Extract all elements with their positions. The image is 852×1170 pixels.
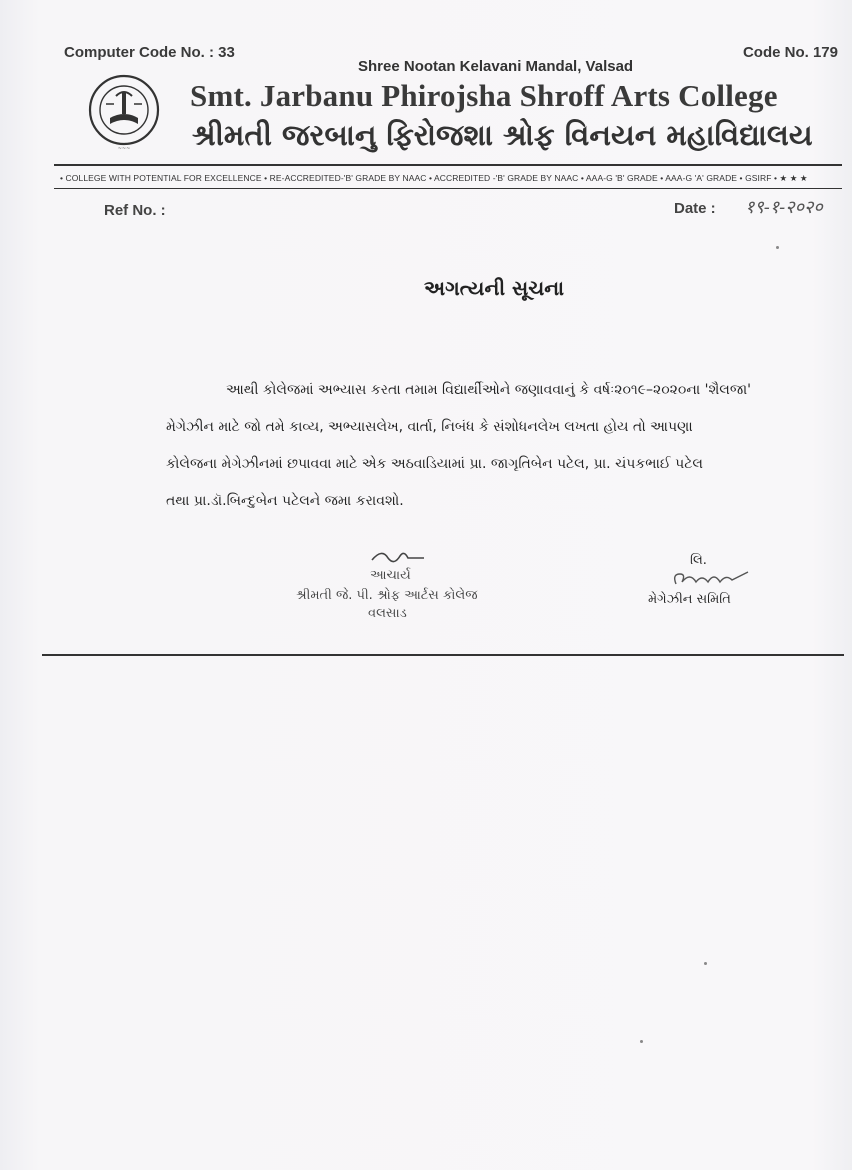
notice-line: તથા પ્રા.ડૉ.બિન્દુબેન પટેલને જમા કરાવશો. bbox=[166, 493, 404, 509]
principal-signature bbox=[368, 546, 428, 568]
notice-heading: અગત્યની સૂચના bbox=[424, 276, 565, 300]
college-name-stamp: શ્રીમતી જે. પી. શ્રોફ આર્ટસ કોલેજ bbox=[296, 588, 478, 603]
magazine-committee: મેગેઝીન સમિતિ bbox=[648, 592, 731, 607]
notice-line: આથી કોલેજમાં અભ્યાસ કરતા તમામ વિદ્યાર્થીઓને જણાવવાનું કે વર્ષઃ૨૦૧૯–૨૦૨૦ના 'શૈલજા' bbox=[226, 382, 752, 398]
date-label: Date : bbox=[674, 200, 716, 217]
college-seal-logo bbox=[88, 74, 160, 154]
college-name-gujarati: શ્રીમતી જરબાનુ ફિરોજશા શ્રોફ વિનયન મહાવિદ્યાલય bbox=[192, 118, 813, 152]
notice-line: મેગેઝીન માટે જો તમે કાવ્ય, અભ્યાસલેખ, વાર્તા, નિબંધ કે સંશોધનલેખ લખતા હોય તો આપણા bbox=[166, 419, 693, 435]
ref-number-label: Ref No. : bbox=[104, 202, 166, 219]
handwritten-date: १९-१-२०२० bbox=[745, 197, 823, 218]
place-stamp: વલસાડ bbox=[368, 606, 407, 621]
from-prefix: લિ. bbox=[690, 553, 707, 568]
committee-signature bbox=[670, 568, 754, 590]
header-rule-bottom bbox=[54, 188, 842, 189]
header-rule-top bbox=[54, 164, 842, 166]
accreditation-tagline: • COLLEGE WITH POTENTIAL FOR EXCELLENCE • RE-ACCREDITED-'B' GRADE BY NAAC • ACCREDITED -'B' GRADE BY NAAC • AAA-G 'B' GRADE • AAA-G 'A' GRADE • GSIRF • ★ ★ ★ bbox=[60, 173, 808, 183]
speck bbox=[640, 1040, 643, 1043]
principal-title: આચાર્ય bbox=[370, 568, 411, 583]
svg-text:~~~: ~~~ bbox=[117, 146, 131, 152]
speck bbox=[776, 246, 779, 249]
footer-rule bbox=[42, 654, 844, 656]
notice-line: કોલેજના મેગેઝીનમાં છપાવવા માટે એક અઠવાડિયામાં પ્રા. જાગૃતિબેન પટેલ, પ્રા. ચંપકભાઈ પટેલ bbox=[166, 456, 703, 472]
notice-body bbox=[166, 372, 820, 520]
code-number: Code No. 179 bbox=[742, 44, 838, 61]
computer-code: Computer Code No. : 33 bbox=[64, 44, 235, 61]
college-name-english: Smt. Jarbanu Phirojsha Shroff Arts College bbox=[190, 78, 778, 113]
speck bbox=[704, 962, 707, 965]
mandal-name: Shree Nootan Kelavani Mandal, Valsad bbox=[358, 58, 634, 75]
